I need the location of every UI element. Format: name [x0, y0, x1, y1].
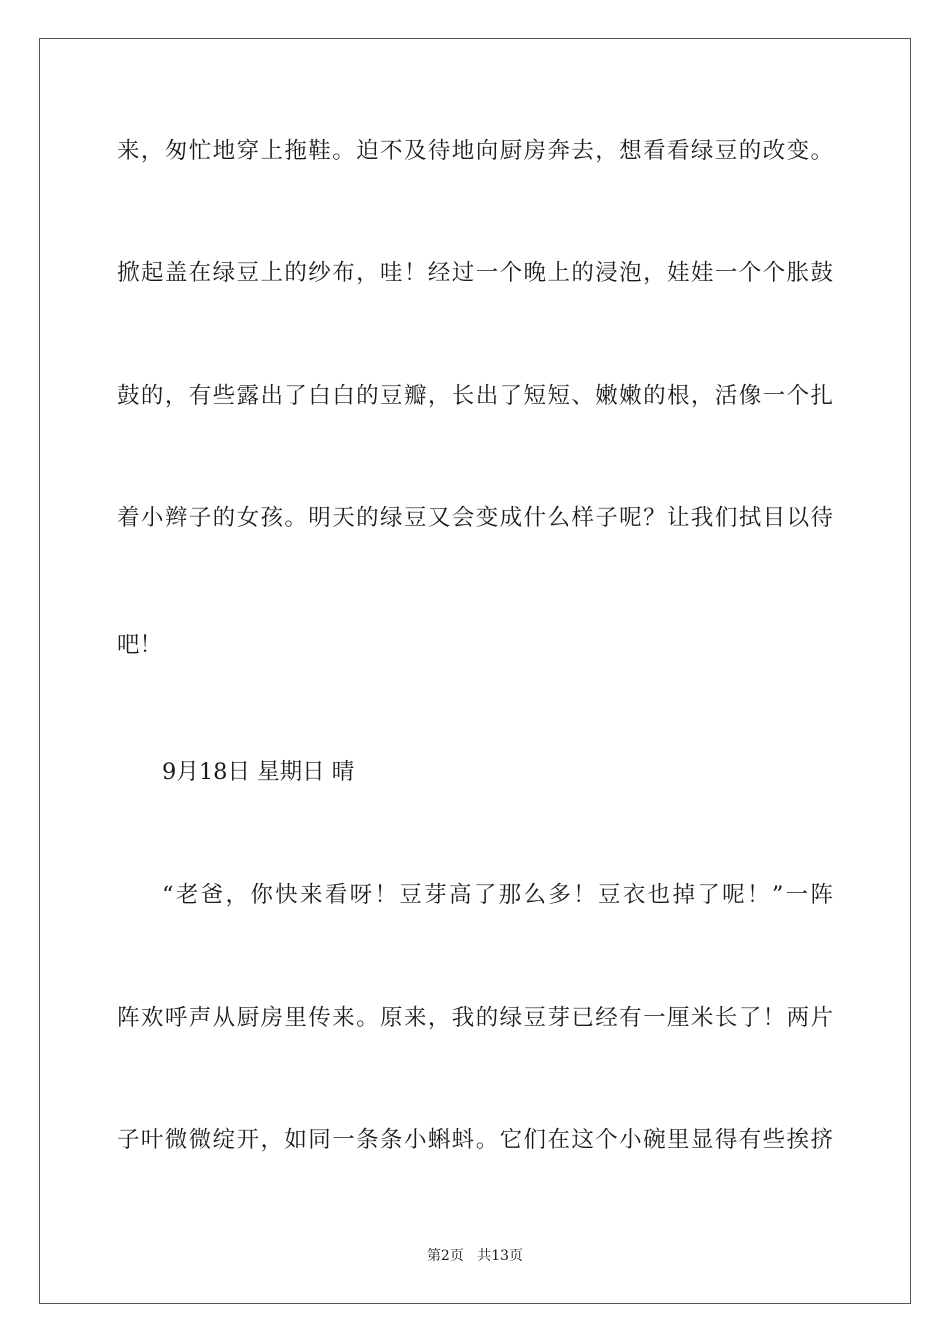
paragraph-1-line-3: 鼓的，有些露出了白白的豆瓣，长出了短短、嫩嫩的根，活像一个扎 [117, 383, 833, 409]
paragraph-1-line-1: 来，匆忙地穿上拖鞋。迫不及待地向厨房奔去，想看看绿豆的改变。 [117, 138, 833, 164]
paragraph-1-line-2: 掀起盖在绿豆上的纱布，哇！经过一个晚上的浸泡，娃娃一个个胀鼓 [117, 260, 833, 286]
page-frame [39, 38, 911, 1304]
paragraph-2-line-1: “老爸，你快来看呀！豆芽高了那么多！豆衣也掉了呢！”一阵 [162, 882, 833, 908]
date-entry: 9月18日 星期日 晴 [162, 759, 355, 785]
paragraph-2-line-2: 阵欢呼声从厨房里传来。原来，我的绿豆芽已经有一厘米长了！两片 [117, 1005, 833, 1031]
paragraph-2-line-3: 子叶微微绽开，如同一条条小蝌蚪。它们在这个小碗里显得有些挨挤 [117, 1127, 833, 1153]
page-number: 第2页 [426, 1248, 464, 1264]
paragraph-1-line-4: 着小辫子的女孩。明天的绿豆又会变成什么样子呢？让我们拭目以待 [117, 505, 833, 531]
paragraph-1-line-5: 吧！ [117, 632, 163, 658]
page-footer [0, 1246, 950, 1266]
page-total: 共13页 [477, 1248, 524, 1264]
